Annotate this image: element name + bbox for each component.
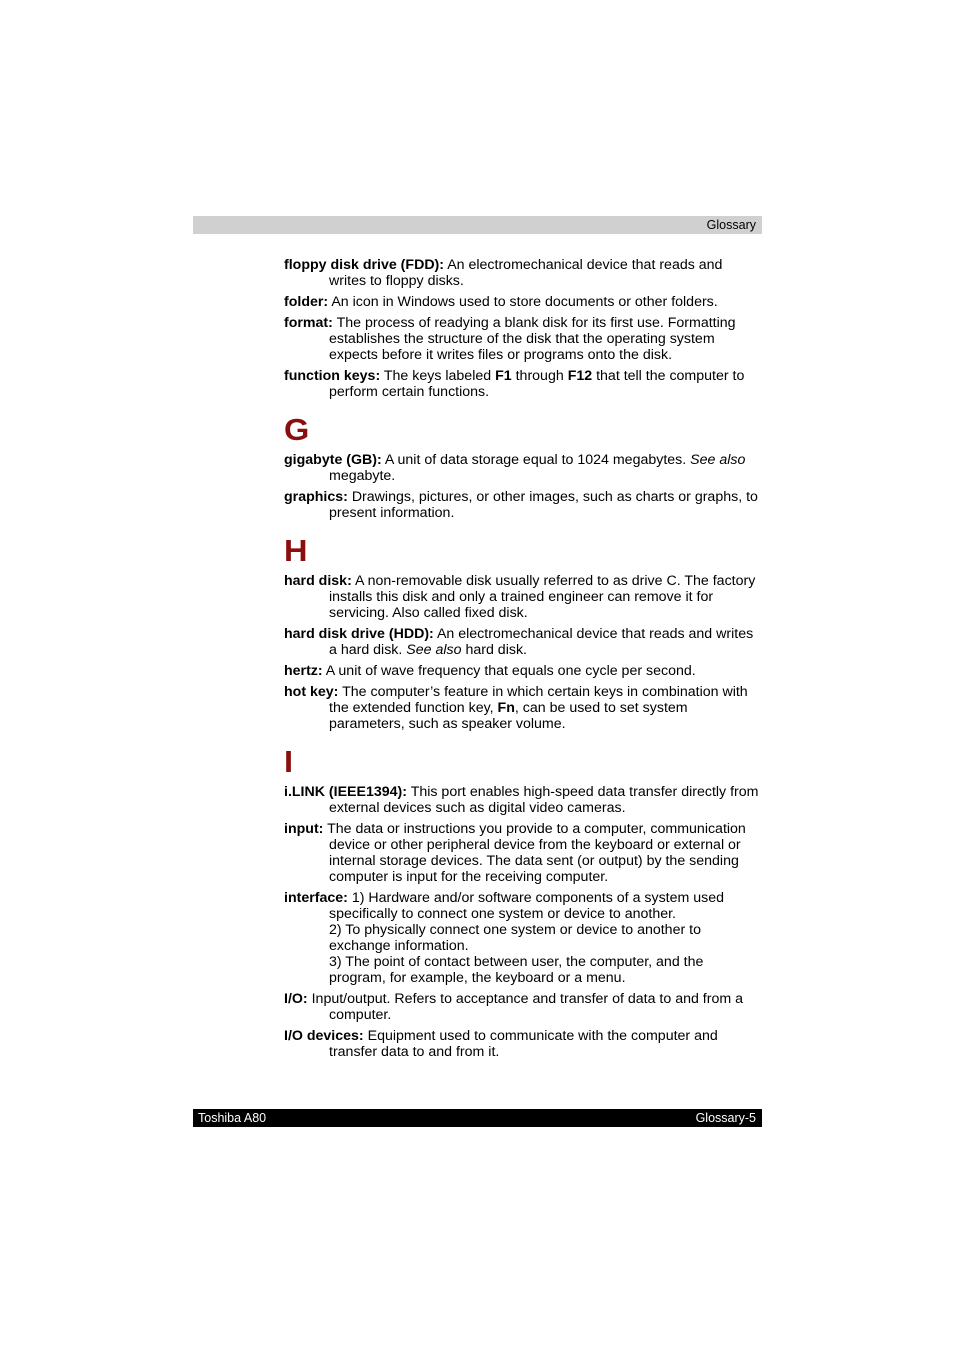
glossary-entry [284, 1028, 762, 1060]
entry-definition: A non-removable disk usually referred to as drive C. The factory installs this disk and only a trained engineer can remove it for servicing. Also called fixed disk. [329, 573, 756, 621]
glossary-content [284, 257, 762, 1065]
entry-term: hard disk drive (HDD): [284, 626, 434, 642]
entry-definition-line: 3) The point of contact between user, the computer, and the program, for example, the keyboard or a menu. [329, 954, 704, 986]
section-letter-h: H [284, 533, 308, 568]
entry-definition: An electromechanical device that reads and writes a hard disk. [329, 626, 754, 658]
entry-definition: 1) Hardware and/or software components of a system used specifically to connect one system or device to another. [329, 890, 725, 922]
glossary-entry [284, 452, 762, 484]
key-name: F1 [495, 368, 512, 384]
entry-term: hertz: [284, 663, 323, 679]
glossary-entry [284, 573, 762, 621]
entry-definition: This port enables high-speed data transfer directly from external devices such as digital video cameras. [329, 784, 759, 816]
entry-definition: Drawings, pictures, or other images, such as charts or graphs, to present information. [329, 489, 758, 521]
glossary-entry [284, 294, 762, 310]
header-section-title: Glossary [706, 218, 756, 232]
entry-definition-line: 2) To physically connect one system or device to another to exchange information. [329, 922, 701, 954]
glossary-entry [284, 368, 762, 400]
entry-definition: The computer’s feature in which certain keys in combination with the extended function key, [329, 684, 748, 716]
entry-term: i.LINK (IEEE1394): [284, 784, 407, 800]
entry-definition: A unit of data storage equal to 1024 megabytes. [384, 452, 687, 468]
entry-definition: Equipment used to communicate with the computer and transfer data to and from it. [329, 1028, 718, 1060]
entry-term: interface: [284, 890, 348, 906]
entry-definition: , can be used to set system parameters, such as speaker volume. [329, 700, 688, 732]
entry-term: folder: [284, 294, 329, 310]
glossary-entry [284, 684, 762, 732]
footer-product-name: Toshiba A80 [198, 1111, 267, 1125]
entry-term: input: [284, 821, 324, 837]
entry-definition: The keys labeled [383, 368, 492, 384]
glossary-entry [284, 890, 762, 986]
entry-term: graphics: [284, 489, 348, 505]
entry-definition: The process of readying a blank disk for its first use. Formatting establishes the structure of the disk that the operating system expects before it writes files or programs onto the disk. [329, 315, 736, 363]
entry-term: hard disk: [284, 573, 352, 589]
glossary-entry [284, 784, 762, 816]
entry-definition: A unit of wave frequency that equals one cycle per second. [325, 663, 696, 679]
see-also: See also [690, 452, 746, 468]
entry-definition: The data or instructions you provide to a computer, communication device or other peripheral device from the keyboard or external or internal storage devices. The data sent (or output) by the sending computer is input for the receiving computer. [327, 821, 746, 885]
entry-term: I/O devices: [284, 1028, 364, 1044]
key-name: Fn [497, 700, 515, 716]
entry-definition: that tell the computer to perform certain functions. [329, 368, 745, 400]
glossary-entry [284, 257, 762, 289]
glossary-entry [284, 315, 762, 363]
footer-page-number: Glossary-5 [695, 1111, 756, 1125]
glossary-entry [284, 991, 762, 1023]
entry-reference: hard disk. [465, 642, 527, 658]
entry-term: hot key: [284, 684, 339, 700]
glossary-entry [284, 489, 762, 521]
section-letter-i: I [284, 744, 294, 779]
entry-definition: Input/output. Refers to acceptance and transfer of data to and from a computer. [311, 991, 744, 1023]
glossary-entry [284, 663, 762, 679]
running-header [193, 216, 762, 234]
entry-reference: megabyte. [329, 468, 396, 484]
entry-term: format: [284, 315, 333, 331]
entry-term: I/O: [284, 991, 308, 1007]
key-name: F12 [567, 368, 593, 384]
running-footer [193, 1109, 762, 1127]
entry-definition: An icon in Windows used to store documents or other folders. [331, 294, 718, 310]
entry-term: gigabyte (GB): [284, 452, 382, 468]
entry-term: function keys: [284, 368, 381, 384]
section-letter-g: G [284, 412, 310, 447]
entry-term: floppy disk drive (FDD): [284, 257, 445, 273]
see-also: See also [406, 642, 462, 658]
entry-definition: An electromechanical device that reads and writes to floppy disks. [329, 257, 723, 289]
glossary-entry [284, 821, 762, 885]
glossary-entry [284, 626, 762, 658]
entry-definition: through [515, 368, 564, 384]
